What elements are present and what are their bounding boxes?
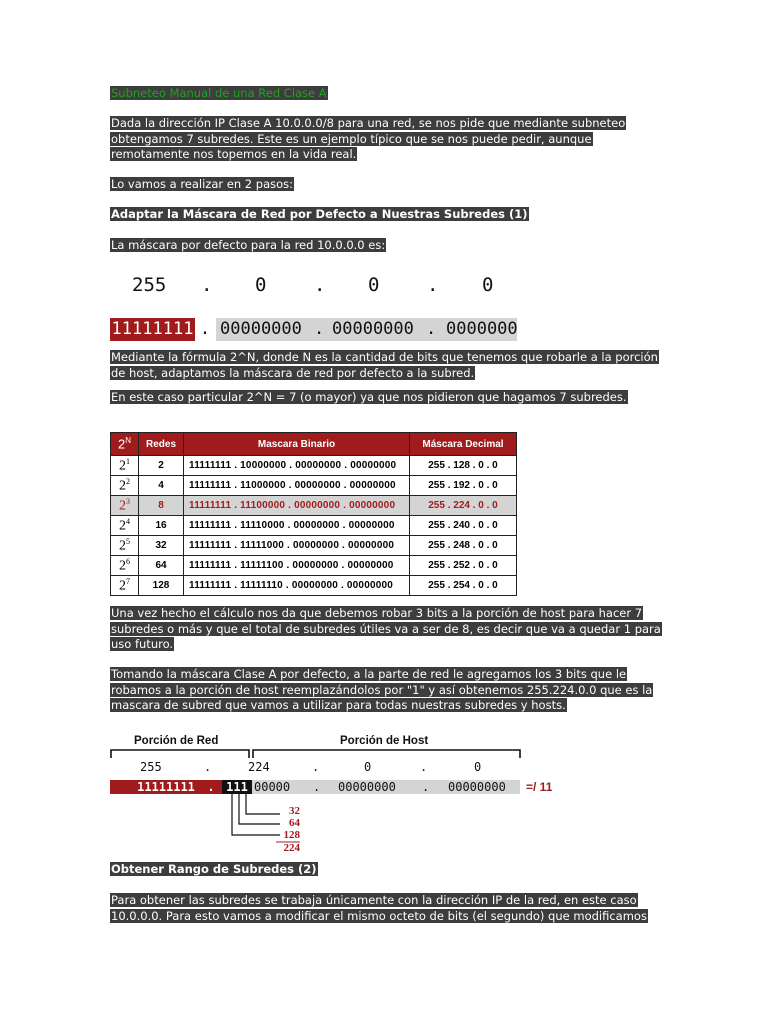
cell-power-exp: 7: [126, 576, 130, 586]
header-binario: Mascara Binario: [184, 433, 410, 456]
paragraph-formula-text: Mediante la fórmula 2^N, donde N es la cantidad de bits que tenemos que robarle a la porción de host, adaptamos la máscara de red por defecto a la subred.: [111, 350, 658, 380]
diagram-decimal-dot: .: [312, 760, 320, 774]
section-heading-1: [110, 207, 662, 223]
cell-binario: 11111111 . 11111000 . 00000000 . 00000000: [184, 536, 410, 556]
paragraph-classa: [110, 667, 662, 714]
cell-decimal: 255 . 224 . 0 . 0: [410, 496, 517, 516]
cell-redes: 64: [139, 556, 184, 576]
bit-value: 64: [289, 817, 300, 829]
cell-decimal: 255 . 192 . 0 . 0: [410, 476, 517, 496]
cell-power: [111, 516, 139, 536]
table-row: [111, 456, 517, 476]
cell-power-exp: 6: [126, 556, 130, 566]
cell-power-base: 2: [119, 578, 126, 594]
header-power-base: 2: [117, 436, 126, 452]
diagram-decimal-octet: 0: [474, 760, 482, 774]
paragraph-case: [110, 390, 662, 406]
cell-decimal: 255 . 240 . 0 . 0: [410, 516, 517, 536]
cell-power-exp: 2: [126, 476, 130, 486]
paragraph-intro: [110, 116, 662, 163]
bit-value-total: 224: [283, 842, 300, 854]
cell-redes: 8: [139, 496, 184, 516]
cell-decimal: 255 . 254 . 0 . 0: [410, 576, 517, 596]
diagram-decimal-octet: 224: [248, 760, 270, 774]
cell-binario: 11111111 . 10000000 . 00000000 . 00000000: [184, 456, 410, 476]
cell-redes: 2: [139, 456, 184, 476]
network-portion-label: Porción de Red: [134, 735, 219, 747]
diagram-dot: .: [313, 780, 321, 794]
section-heading-1-text: Adaptar la Máscara de Red por Defecto a Nuestras Subredes (1): [111, 207, 528, 221]
cell-power-exp: 3: [126, 496, 130, 506]
cell-redes: 4: [139, 476, 184, 496]
diagram-host-bits: [252, 780, 520, 794]
table-row: [111, 496, 517, 516]
cell-binario: 11111111 . 11111100 . 00000000 . 00000000: [184, 556, 410, 576]
cell-power-exp: 5: [126, 536, 130, 546]
diagram-dot: .: [207, 780, 215, 794]
diagram-decimal-dot: .: [204, 760, 212, 774]
cell-power-base: 2: [119, 458, 126, 474]
paragraph-result-text: Una vez hecho el cálculo nos da que debemos robar 3 bits a la porción de host para hacer 7 subredes o más y que el total de subredes útiles va a ser de 8, es decir que va a quedar 1 para uso futuro.: [111, 606, 661, 651]
mask-binary-octet: 0000000: [446, 319, 518, 339]
diagram-decimal-octet: 255: [140, 760, 162, 774]
mask-binary-dot: .: [314, 319, 325, 339]
cell-power-exp: 4: [126, 516, 130, 526]
mask-binary-dot: .: [199, 319, 211, 339]
mask-table-header: [111, 433, 517, 456]
diagram-stolen-bits: 111: [222, 780, 252, 794]
page-title: Subneteo Manual de una Red Clase A: [111, 86, 327, 100]
cell-power-exp: 1: [126, 456, 130, 466]
paragraph-result: [110, 606, 662, 653]
mask-binary-dot: .: [426, 319, 437, 339]
mask-decimal: [110, 274, 530, 300]
diagram-decimal-dot: .: [420, 760, 428, 774]
mask-decimal-octet: 0: [482, 274, 494, 296]
diagram-host-octet: 00000000: [338, 780, 396, 794]
cell-power: [111, 476, 139, 496]
cell-power: [111, 556, 139, 576]
paragraph-default-mask-text: La máscara por defecto para la red 10.0.0.0 es:: [111, 238, 386, 252]
section-heading-2-text: Obtener Rango de Subredes (2): [111, 862, 317, 876]
header-power: [111, 433, 139, 456]
cell-binario: 11111111 . 11110000 . 00000000 . 00000000: [184, 516, 410, 536]
cell-power: [111, 456, 139, 476]
section-heading-2: [110, 862, 662, 878]
header-decimal: Máscara Decimal: [410, 433, 517, 456]
cell-binario: 11111111 . 11111110 . 00000000 . 00000000: [184, 576, 410, 596]
bit-value: 32: [289, 805, 300, 817]
cell-redes: 32: [139, 536, 184, 556]
paragraph-intro-text: Dada la dirección IP Clase A 10.0.0.0/8 para una red, se nos pide que mediante subneteo obtengamos 7 subredes. Este es un ejemplo típico que se nos puede pedir, aunque remotamente nos topemos en la vida real.: [111, 116, 626, 161]
cell-binario: 11111111 . 11100000 . 00000000 . 00000000: [184, 496, 410, 516]
cell-power-base: 2: [119, 498, 126, 514]
mask-decimal-dot: .: [427, 274, 439, 296]
portion-brackets: [110, 749, 530, 759]
cell-decimal: 255 . 128 . 0 . 0: [410, 456, 517, 476]
cell-power-base: 2: [119, 558, 126, 574]
prefix-length: =/ 11: [526, 780, 553, 794]
mask-binary-octet: 00000000: [220, 319, 302, 339]
mask-decimal-octet: 0: [255, 274, 267, 296]
mask-binary-octet: 00000000: [332, 319, 414, 339]
cell-power: [111, 496, 139, 516]
cell-power: [111, 536, 139, 556]
mask-binary-network: 11111111: [111, 319, 194, 339]
paragraph-steps: [110, 177, 662, 193]
mask-decimal-octet: 0: [368, 274, 380, 296]
paragraph-default-mask: [110, 238, 662, 254]
paragraph-formula: [110, 350, 662, 381]
paragraph-steps-text: Lo vamos a realizar en 2 pasos:: [111, 177, 294, 191]
paragraph-case-text: En este caso particular 2^N = 7 (o mayor) ya que nos pidieron que hagamos 7 subredes.: [111, 390, 627, 404]
table-row: [111, 576, 517, 596]
cell-decimal: 255 . 248 . 0 . 0: [410, 536, 517, 556]
paragraph-subnets: [110, 893, 662, 924]
cell-binario: 11111111 . 11000000 . 00000000 . 00000000: [184, 476, 410, 496]
paragraph-classa-text: Tomando la máscara Clase A por defecto, a la parte de red le agregamos los 3 bits que le robamos a la porción de host reemplazándolos por "1" y así obtenemos 255.224.0.0 que es la mascara de subred que vamos a utilizar para todas nuestras subredes y hosts.: [111, 667, 653, 712]
cell-power: [111, 576, 139, 596]
table-row: [111, 516, 517, 536]
host-portion-label: Porción de Host: [340, 735, 429, 747]
mask-decimal-dot: .: [314, 274, 326, 296]
mask-decimal-octet: 255: [132, 274, 167, 296]
table-row: [111, 536, 517, 556]
mask-decimal-dot: .: [201, 274, 213, 296]
diagram-decimal-octet: 0: [364, 760, 372, 774]
diagram-host-rest: 00000: [254, 780, 291, 794]
table-row: [111, 556, 517, 576]
bit-value: 128: [283, 829, 300, 841]
subnet-diagram: [110, 735, 570, 860]
paragraph-subnets-text: Para obtener las subredes se trabaja únicamente con la dirección IP de la red, en este caso 10.0.0.0. Para esto vamos a modificar el mismo octeto de bits (el segundo) que modificamos: [111, 893, 647, 923]
header-redes: Redes: [139, 433, 184, 456]
cell-redes: 128: [139, 576, 184, 596]
page-title-block: [110, 86, 662, 102]
diagram-dot: .: [422, 780, 430, 794]
cell-decimal: 255 . 252 . 0 . 0: [410, 556, 517, 576]
header-power-exp: N: [125, 436, 131, 446]
cell-power-base: 2: [119, 518, 126, 534]
cell-redes: 16: [139, 516, 184, 536]
cell-power-base: 2: [119, 478, 126, 494]
table-row: [111, 476, 517, 496]
mask-table: [110, 432, 517, 596]
cell-power-base: 2: [119, 538, 126, 554]
diagram-host-octet: 00000000: [448, 780, 506, 794]
diagram-network-octet: 11111111: [137, 780, 195, 794]
